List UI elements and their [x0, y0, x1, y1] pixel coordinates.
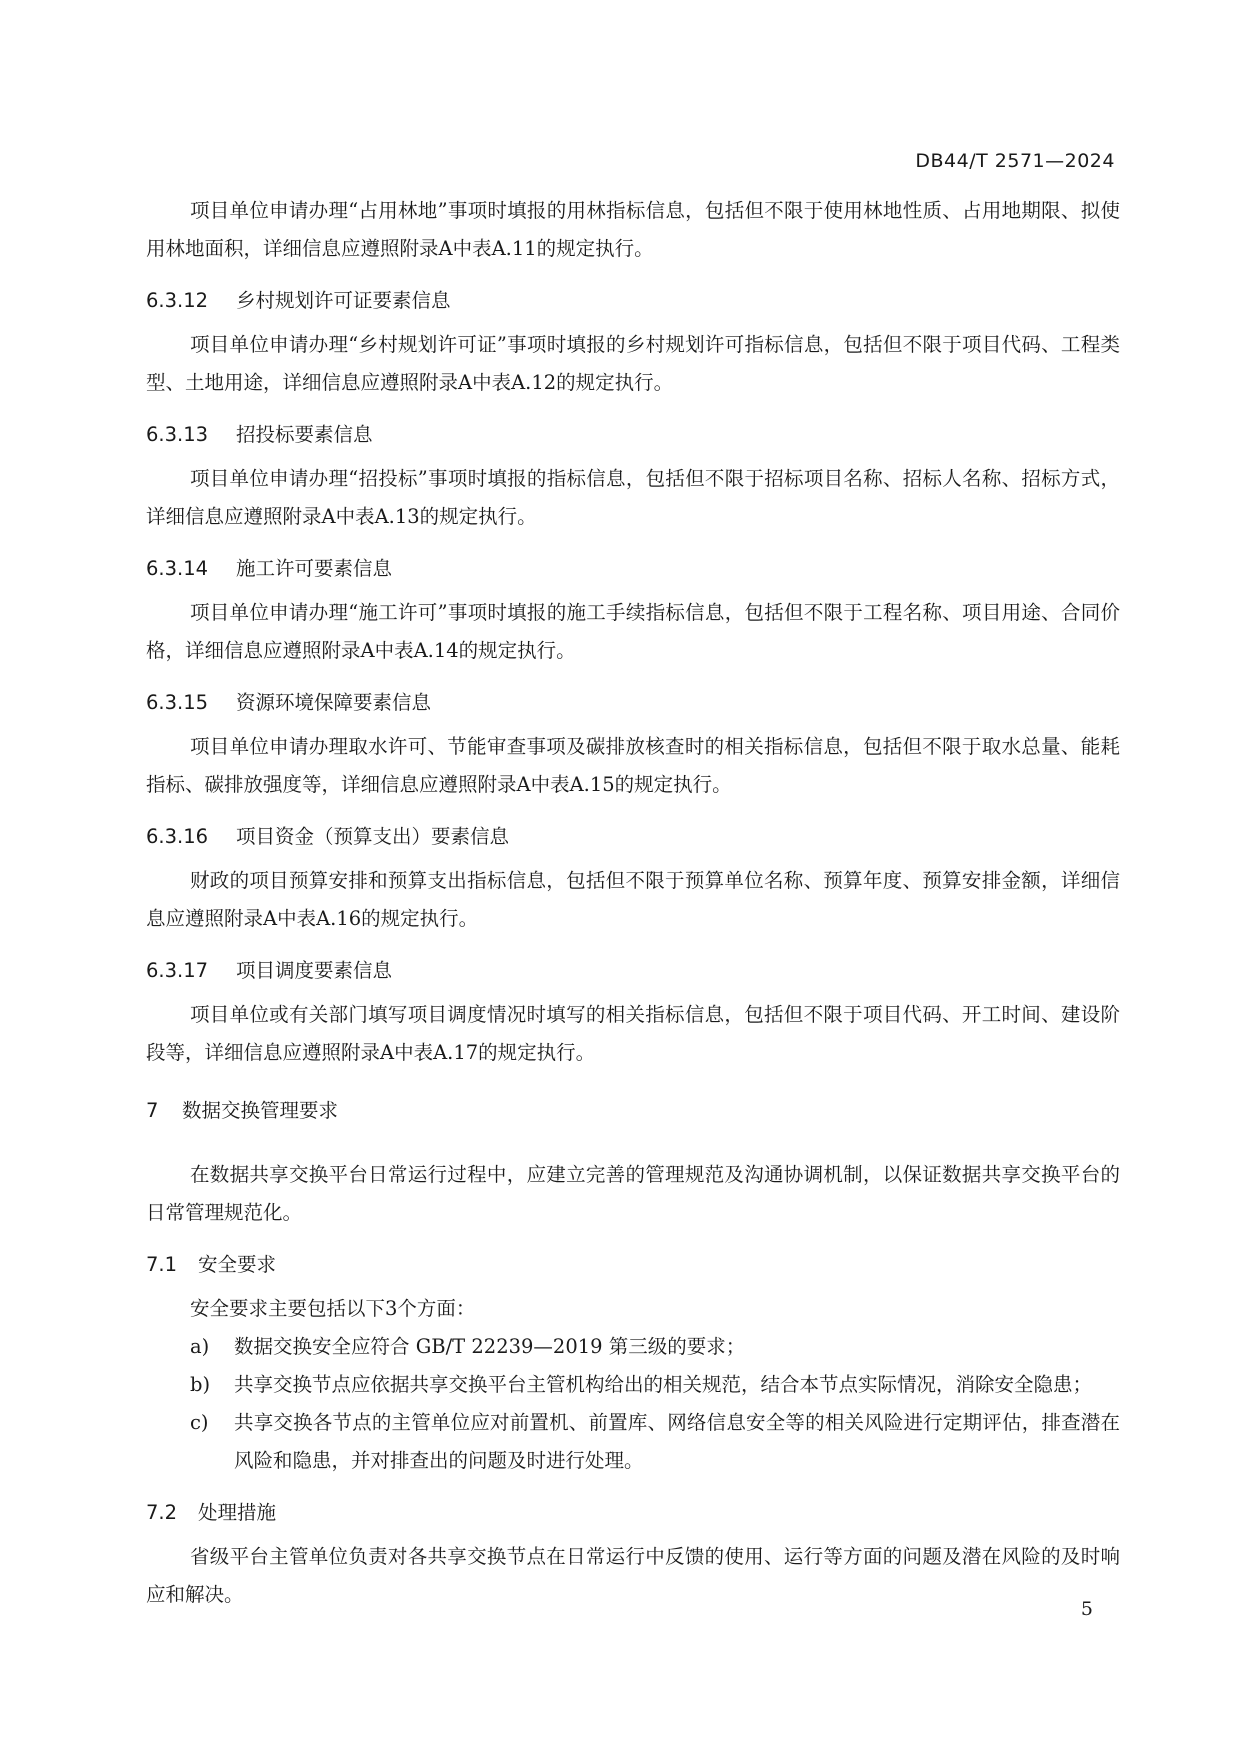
paragraph-forest-land: 项目单位申请办理“占用林地”事项时填报的用林指标信息，包括但不限于使用林地性质、占用地期限、拟使用林地面积，详细信息应遵照附录A中表A.11的规定执行。 [146, 199, 1120, 260]
section-number: 7.1 [146, 1253, 178, 1276]
section-title: 数据交换管理要求 [182, 1099, 339, 1122]
section-6-3-12-body: 项目单位申请办理“乡村规划许可证”事项时填报的乡村规划许可指标信息，包括但不限于项目代码、工程类型、土地用途，详细信息应遵照附录A中表A.12的规定执行。 [146, 333, 1120, 394]
section-6-3-15-heading [146, 684, 1120, 722]
section-title: 施工许可要素信息 [236, 557, 393, 580]
section-7-heading [146, 1092, 1120, 1130]
section-6-3-12-heading [146, 282, 1120, 320]
section-6-3-14-body: 项目单位申请办理“施工许可”事项时填报的施工手续指标信息，包括但不限于工程名称、项目用途、合同价格，详细信息应遵照附录A中表A.14的规定执行。 [146, 601, 1120, 662]
section-6-3-16-heading [146, 818, 1120, 856]
list-item-text: 共享交换各节点的主管单位应对前置机、前置库、网络信息安全等的相关风险进行定期评估，排查潜在风险和隐患，并对排查出的问题及时进行处理。 [234, 1411, 1120, 1472]
section-number: 6.3.17 [146, 959, 209, 982]
section-title: 项目资金（预算支出）要素信息 [236, 825, 510, 848]
list-item [146, 1404, 1120, 1480]
section-7-1-intro: 安全要求主要包括以下3个方面： [190, 1297, 476, 1320]
section-6-3-14-heading [146, 550, 1120, 588]
section-6-3-17-heading [146, 952, 1120, 990]
section-7-body: 在数据共享交换平台日常运行过程中，应建立完善的管理规范及沟通协调机制，以保证数据共享交换平台的日常管理规范化。 [146, 1163, 1120, 1224]
section-7-2-body: 省级平台主管单位负责对各共享交换节点在日常运行中反馈的使用、运行等方面的问题及潜在风险的及时响应和解决。 [146, 1545, 1120, 1606]
section-6-3-13-body: 项目单位申请办理“招投标”事项时填报的指标信息，包括但不限于招标项目名称、招标人名称、招标方式，详细信息应遵照附录A中表A.13的规定执行。 [146, 467, 1120, 528]
standard-code: DB44/T 2571—2024 [915, 150, 1115, 172]
section-title: 项目调度要素信息 [236, 959, 393, 982]
section-number: 6.3.12 [146, 289, 209, 312]
section-title: 处理措施 [198, 1501, 277, 1524]
section-number: 6.3.14 [146, 557, 209, 580]
security-requirements-list [146, 1328, 1120, 1480]
list-marker: b) [190, 1373, 211, 1396]
section-title: 招投标要素信息 [236, 423, 373, 446]
section-6-3-15-body: 项目单位申请办理取水许可、节能审查事项及碳排放核查时的相关指标信息，包括但不限于取水总量、能耗指标、碳排放强度等，详细信息应遵照附录A中表A.15的规定执行。 [146, 735, 1120, 796]
section-number: 6.3.15 [146, 691, 209, 714]
section-title: 乡村规划许可证要素信息 [236, 289, 451, 312]
section-title: 资源环境保障要素信息 [236, 691, 432, 714]
section-6-3-17-body: 项目单位或有关部门填写项目调度情况时填写的相关指标信息，包括但不限于项目代码、开工时间、建设阶段等，详细信息应遵照附录A中表A.17的规定执行。 [146, 1003, 1120, 1064]
list-item [146, 1328, 1120, 1366]
document-body [146, 192, 1120, 1628]
list-item-text: 数据交换安全应符合 GB/T 22239—2019 第三级的要求； [234, 1335, 746, 1358]
section-title: 安全要求 [198, 1253, 277, 1276]
section-6-3-13-heading [146, 416, 1120, 454]
section-7-1-heading [146, 1246, 1120, 1284]
section-number: 6.3.13 [146, 423, 209, 446]
page-number: 5 [1080, 1598, 1093, 1620]
section-6-3-16-body: 财政的项目预算安排和预算支出指标信息，包括但不限于预算单位名称、预算年度、预算安排金额，详细信息应遵照附录A中表A.16的规定执行。 [146, 869, 1120, 930]
list-item [146, 1366, 1120, 1404]
section-number: 6.3.16 [146, 825, 209, 848]
section-number: 7 [146, 1099, 159, 1122]
section-7-2-heading [146, 1494, 1120, 1532]
list-marker: a) [190, 1335, 210, 1358]
list-marker: c) [190, 1411, 209, 1434]
list-item-text: 共享交换节点应依据共享交换平台主管机构给出的相关规范，结合本节点实际情况，消除安全隐患； [234, 1373, 1093, 1396]
section-number: 7.2 [146, 1501, 178, 1524]
